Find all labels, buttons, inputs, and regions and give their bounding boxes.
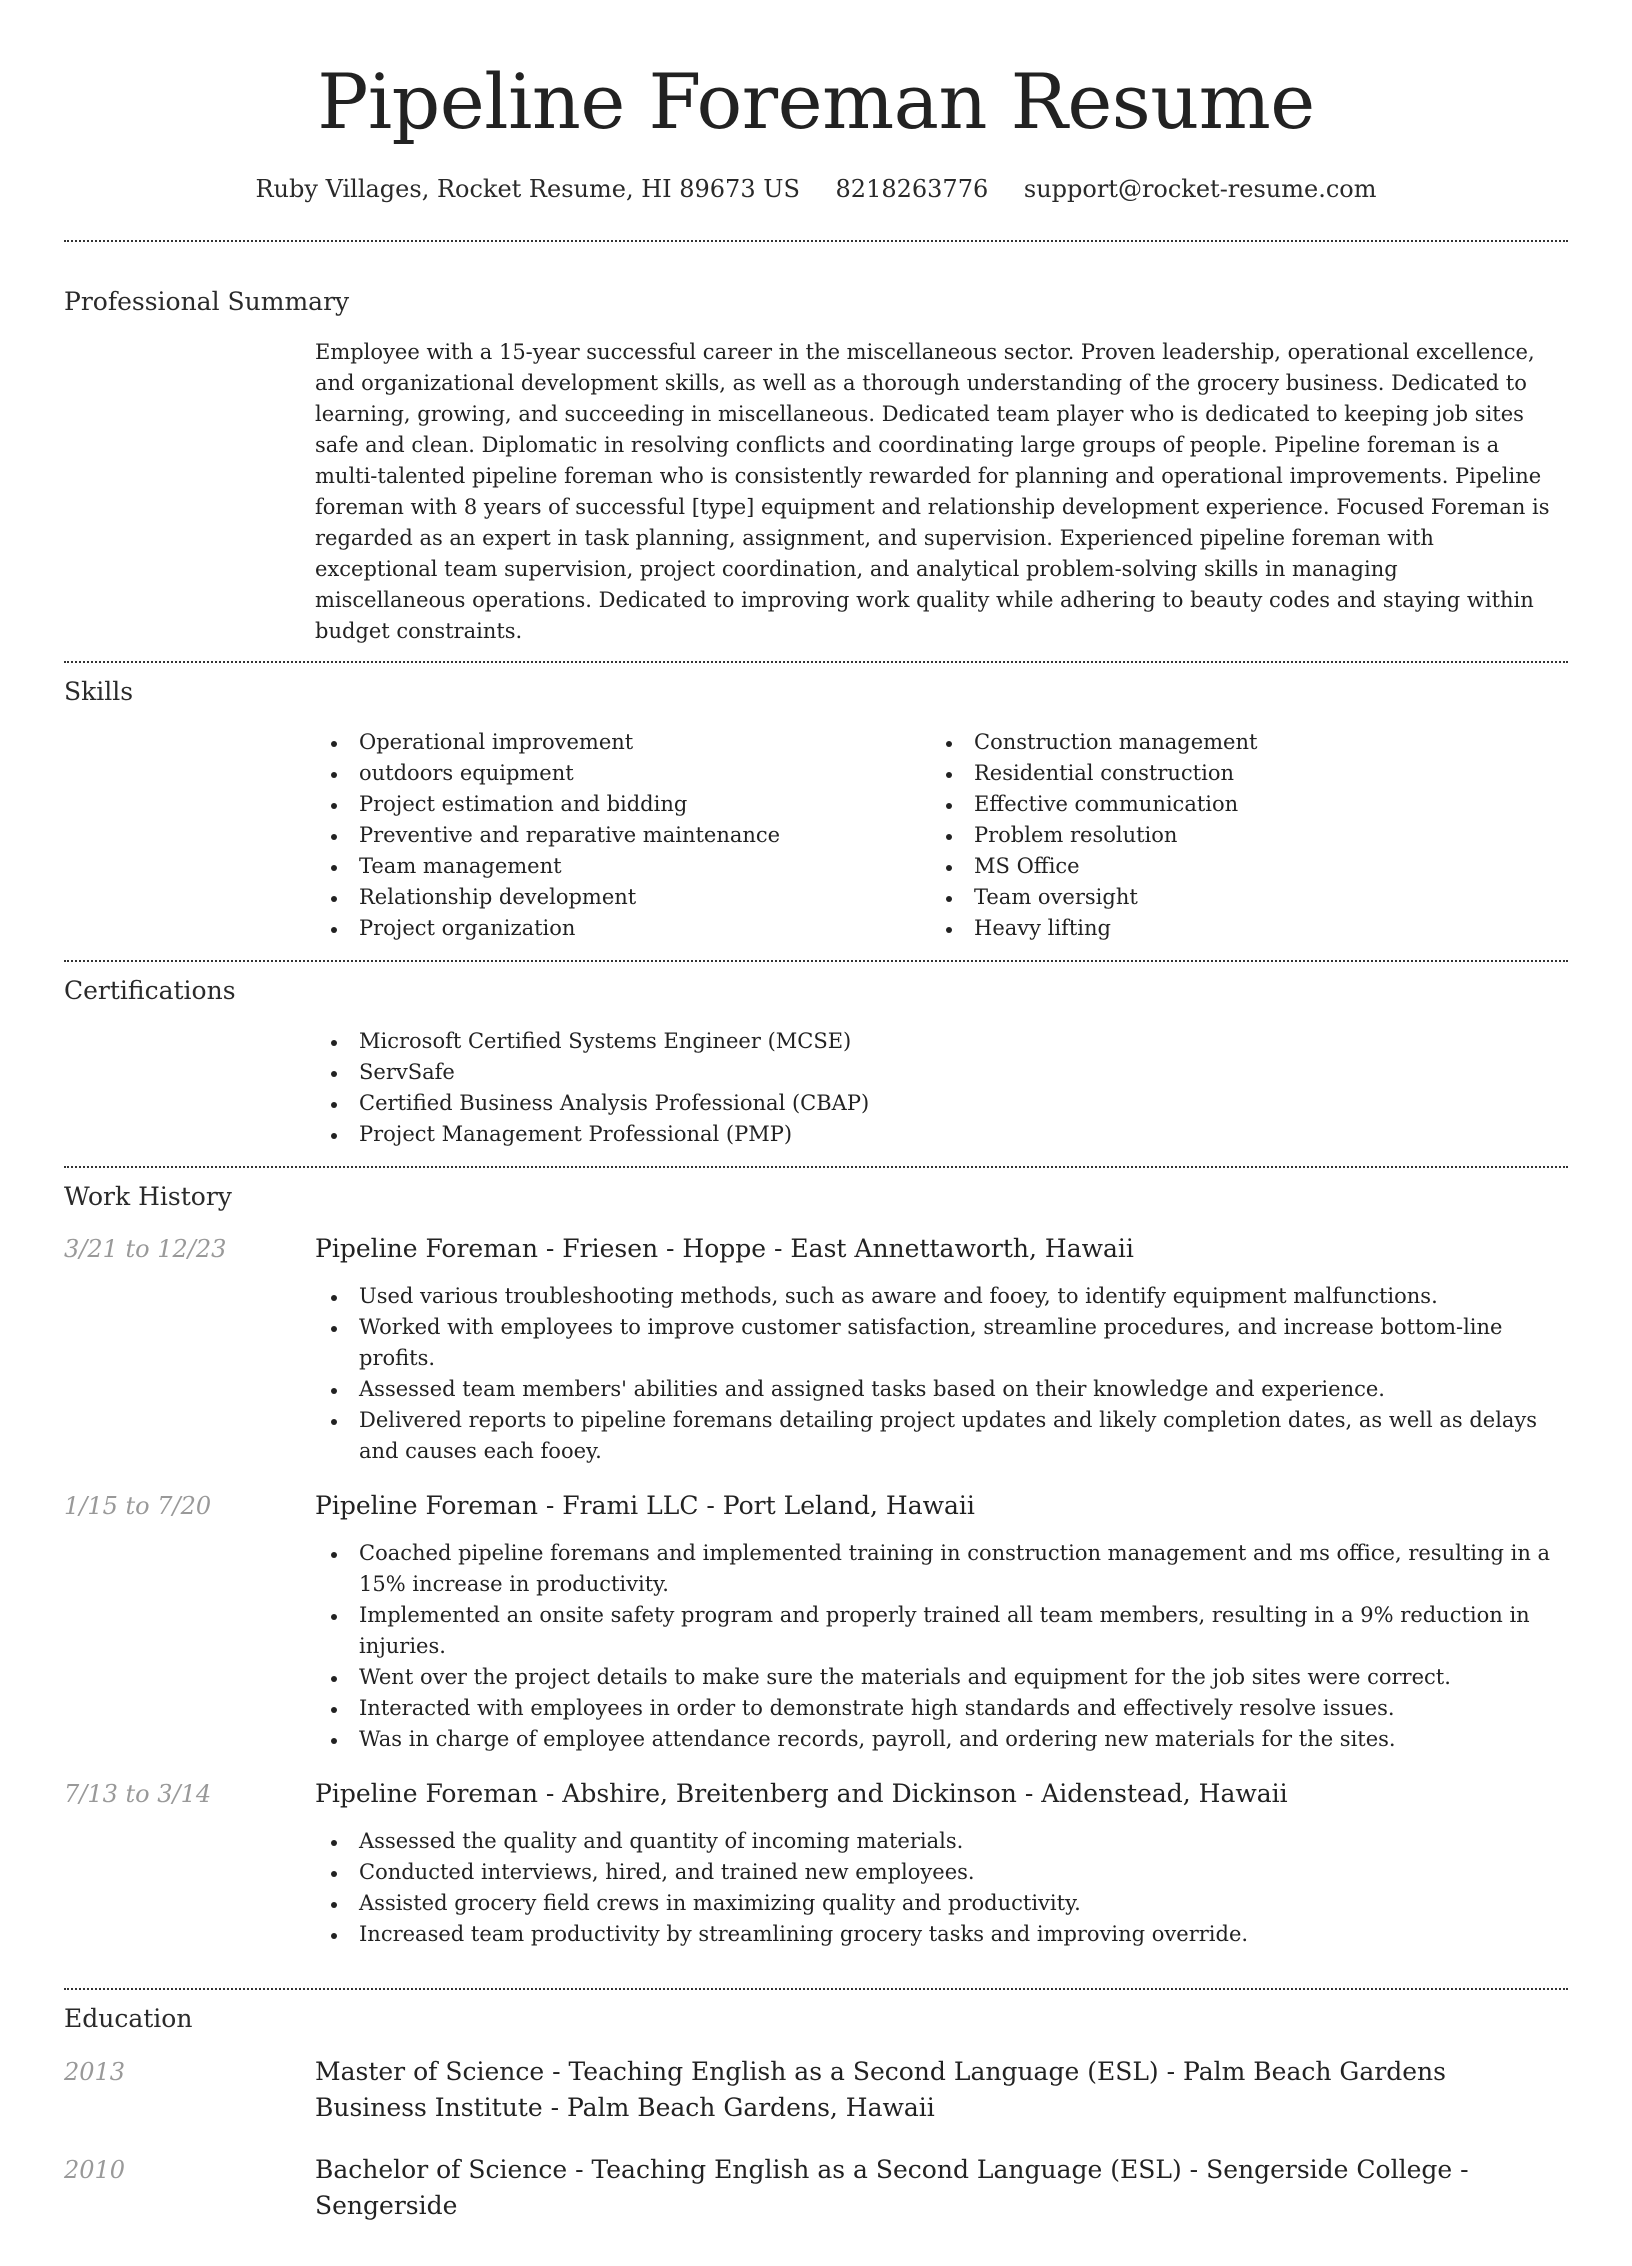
skill-item: Preventive and reparative maintenance — [315, 820, 930, 851]
skills-section — [64, 663, 1568, 960]
education-degree: Master of Science - Teaching English as a Second Language (ESL) - Palm Beach Gardens Business Institute - Palm Beach Gardens, Hawaii — [315, 2057, 1446, 2122]
job-bullets — [315, 1826, 1568, 1950]
job-bullet: Implemented an onsite safety program and properly trained all team members, resulting in a 9% reduction in injuries. — [315, 1600, 1568, 1662]
skill-item: Residential construction — [930, 758, 1545, 789]
skill-item: Construction management — [930, 727, 1545, 758]
skill-item: Team oversight — [930, 882, 1545, 913]
skill-item: Project estimation and bidding — [315, 789, 930, 820]
job-bullet: Conducted interviews, hired, and trained new employees. — [315, 1857, 1568, 1888]
skill-item: Effective communication — [930, 789, 1545, 820]
skills-list-left — [315, 727, 930, 944]
skill-item: Team management — [315, 851, 930, 882]
job-title: Pipeline Foreman - Frami LLC - Port Leland, Hawaii — [315, 1491, 975, 1520]
job-title: Pipeline Foreman - Friesen - Hoppe - East Annettaworth, Hawaii — [315, 1234, 1134, 1263]
certifications-section — [64, 962, 1568, 1166]
contact-email: support@rocket-resume.com — [1023, 175, 1377, 203]
skills-heading: Skills — [64, 677, 134, 706]
skills-list-right — [930, 727, 1545, 944]
job-bullet: Used various troubleshooting methods, such as aware and fooey, to identify equipment malfunctions. — [315, 1281, 1568, 1312]
job-bullet: Increased team productivity by streamlining grocery tasks and improving override. — [315, 1919, 1568, 1950]
certification-item: Certified Business Analysis Professional (CBAP) — [315, 1088, 1568, 1119]
job-bullet: Assessed the quality and quantity of incoming materials. — [315, 1826, 1568, 1857]
job-dates: 1/15 to 7/20 — [64, 1492, 212, 1520]
job-bullet: Was in charge of employee attendance records, payroll, and ordering new materials for the sites. — [315, 1724, 1568, 1755]
education-year: 2010 — [64, 2156, 126, 2184]
job-bullet: Worked with employees to improve customer satisfaction, streamline procedures, and increase bottom-line profits. — [315, 1312, 1568, 1374]
certification-item: Project Management Professional (PMP) — [315, 1119, 1568, 1150]
job-bullet: Assisted grocery field crews in maximizing quality and productivity. — [315, 1888, 1568, 1919]
certification-item: Microsoft Certified Systems Engineer (MCSE) — [315, 1026, 1568, 1057]
work-history-section — [64, 1168, 1568, 1988]
summary-section — [64, 242, 1568, 661]
summary-heading: Professional Summary — [64, 287, 350, 316]
job-dates: 7/13 to 3/14 — [64, 1780, 212, 1808]
job-bullet: Assessed team members' abilities and assigned tasks based on their knowledge and experience. — [315, 1374, 1568, 1405]
skill-item: Problem resolution — [930, 820, 1545, 851]
contact-phone: 8218263776 — [835, 175, 989, 203]
job-entry — [64, 1777, 1568, 1950]
job-entry — [64, 1232, 1568, 1467]
job-title: Pipeline Foreman - Abshire, Breitenberg and Dickinson - Aidenstead, Hawaii — [315, 1779, 1288, 1808]
skill-item: Project organization — [315, 913, 930, 944]
job-bullet: Interacted with employees in order to demonstrate high standards and effectively resolve issues. — [315, 1693, 1568, 1724]
skill-item: Operational improvement — [315, 727, 930, 758]
job-bullets — [315, 1281, 1568, 1467]
education-section — [64, 1990, 1568, 2266]
education-year: 2013 — [64, 2058, 126, 2086]
certifications-heading: Certifications — [64, 976, 236, 1005]
skill-item: MS Office — [930, 851, 1545, 882]
job-entry — [64, 1489, 1568, 1755]
skill-item: Heavy lifting — [930, 913, 1545, 944]
skill-item: outdoors equipment — [315, 758, 930, 789]
education-heading: Education — [64, 2004, 193, 2033]
job-bullet: Coached pipeline foremans and implemented training in construction management and ms office, resulting in a 15% increase in productivity. — [315, 1538, 1568, 1600]
certification-item: ServSafe — [315, 1057, 1568, 1088]
skill-item: Relationship development — [315, 882, 930, 913]
job-bullets — [315, 1538, 1568, 1755]
work-history-heading: Work History — [64, 1182, 232, 1211]
contact-address: Ruby Villages, Rocket Resume, HI 89673 US — [255, 175, 800, 203]
education-entry — [64, 2054, 1568, 2126]
page-title: Pipeline Foreman Resume — [317, 57, 1315, 146]
certifications-list — [315, 1026, 1568, 1150]
job-bullet: Delivered reports to pipeline foremans detailing project updates and likely completion dates, as well as delays and causes each fooey. — [315, 1405, 1568, 1467]
education-entry — [64, 2152, 1568, 2224]
contact-info — [64, 172, 1568, 206]
job-dates: 3/21 to 12/23 — [64, 1235, 227, 1263]
job-bullet: Went over the project details to make sure the materials and equipment for the job sites were correct. — [315, 1662, 1568, 1693]
summary-text: Employee with a 15-year successful career in the miscellaneous sector. Proven leadership, operational excellence, and organizational development skills, as well as a thorough understanding of the grocery business. Dedicated to learning, growing, and succeeding in miscellaneous. Dedicated team player who is dedicated to keeping job sites safe and clean. Diplomatic in resolving conflicts and coordinating large groups of people. Pipeline foreman is a multi-talented pipeline foreman who is consistently rewarded for planning and operational improvements. Pipeline foreman with 8 years of successful [type] equipment and relationship development experience. Focused Foreman is regarded as an expert in task planning, assignment, and supervision. Experienced pipeline foreman with exceptional team supervision, project coordination, and analytical problem-solving skills in managing miscellaneous operations. Dedicated to improving work quality while adhering to beauty codes and staying within budget constraints. — [315, 340, 1550, 643]
education-degree: Bachelor of Science - Teaching English as a Second Language (ESL) - Sengerside College - Sengerside — [315, 2155, 1469, 2220]
